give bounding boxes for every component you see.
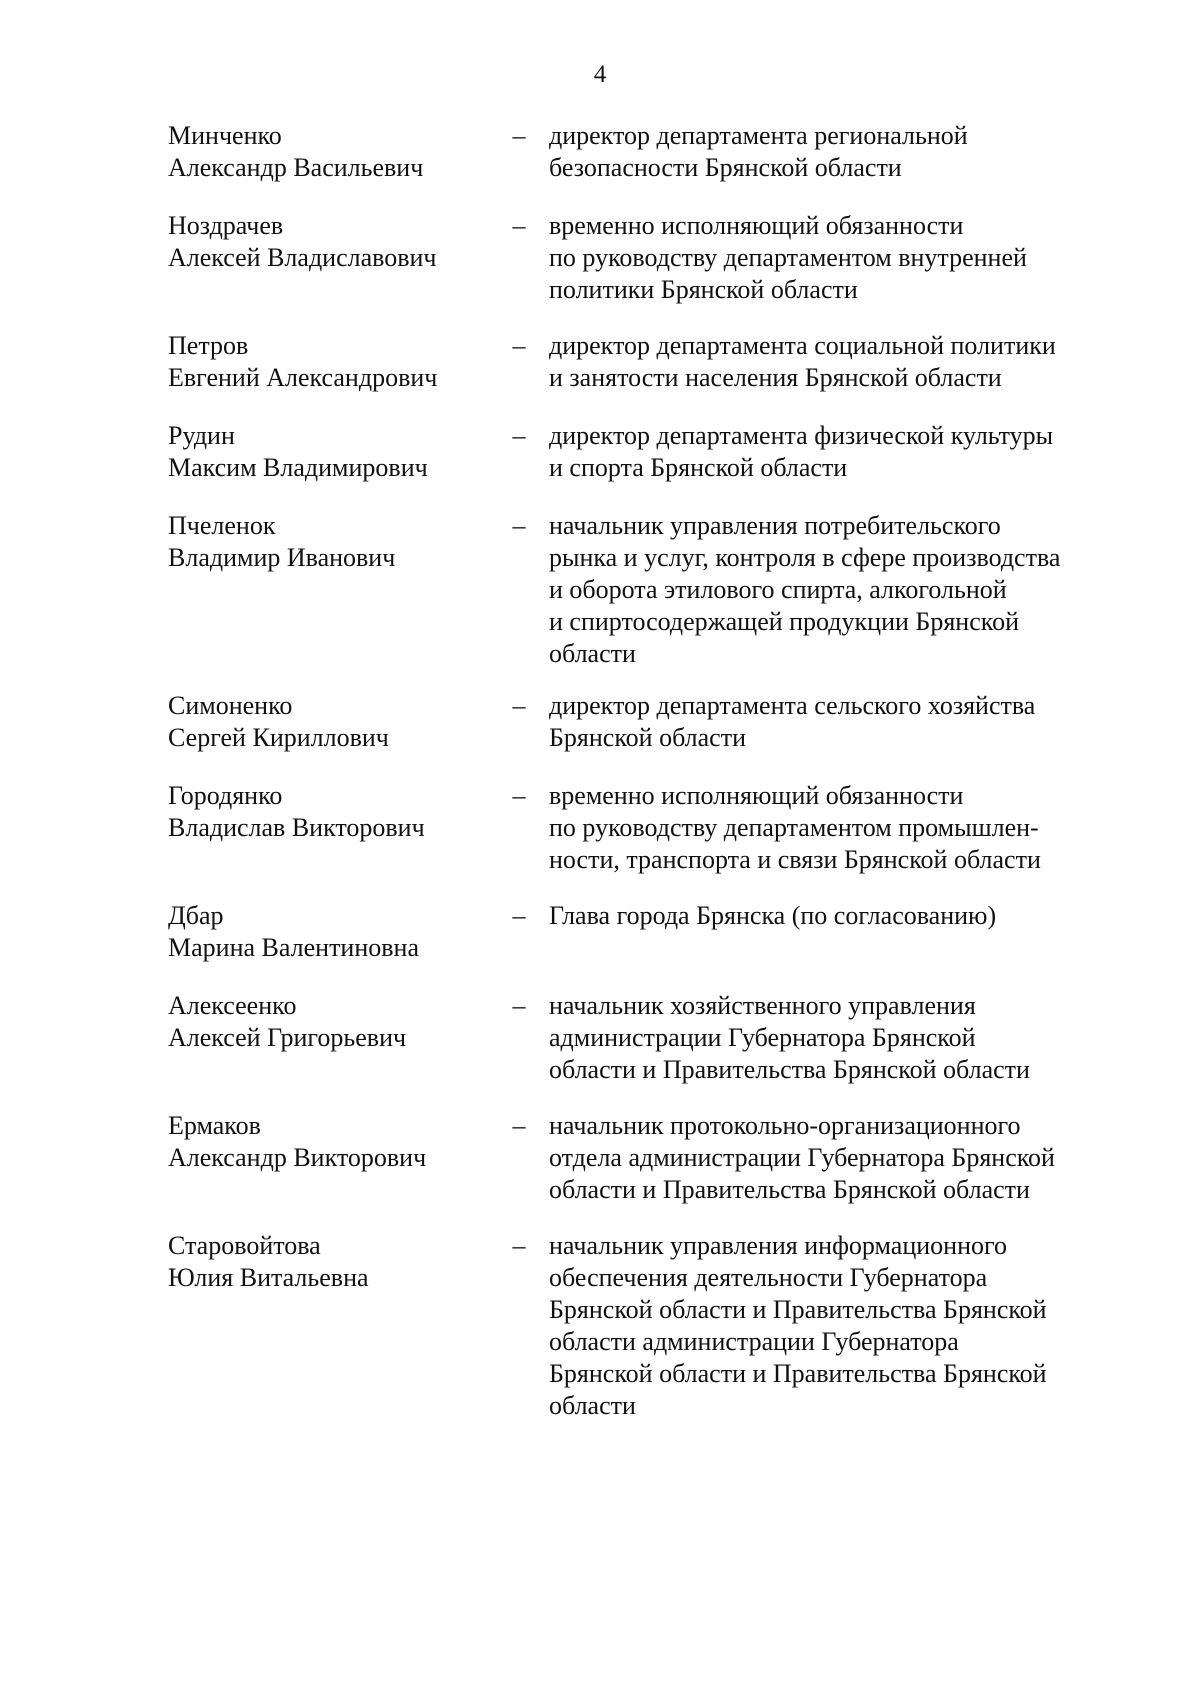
member-name [168,330,488,394]
member-given-names: Марина Валентиновна [168,933,419,962]
page-number: 4 [593,61,607,88]
member-entry [168,780,1128,874]
position-line: начальник протокольно-организационного [549,1111,1021,1140]
member-entry [168,1110,1128,1204]
member-position [549,420,1129,484]
position-line: директор департамента региональной [549,121,968,150]
position-line: временно исполняющий обязанности [549,211,964,240]
member-position [549,900,1129,932]
separator-dash: – [512,691,526,720]
member-surname: Старовойтова [168,1231,321,1260]
member-name [168,900,488,964]
member-name [168,990,488,1054]
member-surname: Ноздрачев [168,211,284,240]
position-line: администрации Губернатора Брянской [549,1023,976,1052]
member-position [549,210,1129,306]
member-surname: Симоненко [168,691,293,720]
position-line: области администрации Губернатора [549,1327,959,1356]
member-surname: Минченко [168,121,282,150]
member-entry [168,210,1128,304]
member-given-names: Евгений Александрович [168,363,438,392]
member-name [168,120,488,184]
separator-dash: – [512,1111,526,1140]
member-entry [168,690,1128,752]
position-line: Глава города Брянска (по согласованию) [549,901,997,930]
member-surname: Городянко [168,781,283,810]
member-entry [168,120,1128,182]
separator-dash: – [512,781,526,810]
member-entry [168,510,1128,668]
separator-dash: – [512,121,526,150]
member-position [549,780,1129,876]
member-given-names: Сергей Кириллович [168,723,389,752]
position-line: и занятости населения Брянской области [549,363,1002,392]
member-entry [168,330,1128,392]
position-line: безопасности Брянской области [549,153,902,182]
member-given-names: Владимир Иванович [168,543,396,572]
position-line: рынка и услуг, контроля в сфере производства [549,543,1061,572]
member-position [549,120,1129,184]
member-position [549,1230,1129,1422]
member-name [168,1110,488,1174]
member-given-names: Владислав Викторович [168,813,425,842]
position-line: Брянской области [549,723,746,752]
member-given-names: Александр Викторович [168,1143,427,1172]
separator-dash: – [512,901,526,930]
position-line: области [549,639,636,668]
separator-dash: – [512,1231,526,1260]
member-given-names: Алексей Владиславович [168,243,437,272]
position-line: области и Правительства Брянской области [549,1175,1030,1204]
position-line: директор департамента социальной политики [549,331,1056,360]
member-name [168,690,488,754]
position-line: и спорта Брянской области [549,453,848,482]
member-surname: Рудин [168,421,235,450]
position-line: области [549,1391,636,1420]
position-line: политики Брянской области [549,275,858,304]
member-position [549,330,1129,394]
member-surname: Пчеленок [168,511,276,540]
member-name [168,510,488,574]
member-name [168,210,488,274]
member-position [549,510,1129,670]
member-name [168,1230,488,1294]
position-line: отдела администрации Губернатора Брянской [549,1143,1055,1172]
position-line: Брянской области и Правительства Брянской [549,1295,1047,1324]
member-given-names: Александр Васильевич [168,153,424,182]
member-entry [168,990,1128,1084]
member-name [168,780,488,844]
position-line: Брянской области и Правительства Брянской [549,1359,1047,1388]
member-given-names: Максим Владимирович [168,453,428,482]
member-surname: Петров [168,331,249,360]
position-line: начальник управления потребительского [549,511,1001,540]
member-position [549,990,1129,1086]
member-surname: Дбар [168,901,224,930]
position-line: по руководству департаментом промышлен- [549,813,1039,842]
separator-dash: – [512,991,526,1020]
separator-dash: – [512,421,526,450]
position-line: и оборота этилового спирта, алкогольной [549,575,1007,604]
member-surname: Ермаков [168,1111,261,1140]
position-line: области и Правительства Брянской области [549,1055,1030,1084]
member-given-names: Алексей Григорьевич [168,1023,407,1052]
member-entry [168,420,1128,482]
member-given-names: Юлия Витальевна [168,1263,369,1292]
position-line: и спиртосодержащей продукции Брянской [549,607,1019,636]
position-line: ности, транспорта и связи Брянской области [549,845,1041,874]
position-line: обеспечения деятельности Губернатора [549,1263,988,1292]
separator-dash: – [512,331,526,360]
position-line: временно исполняющий обязанности [549,781,964,810]
member-entry [168,900,1128,962]
member-position [549,1110,1129,1206]
position-line: директор департамента сельского хозяйства [549,691,1036,720]
separator-dash: – [512,511,526,540]
member-name [168,420,488,484]
separator-dash: – [512,211,526,240]
position-line: начальник управления информационного [549,1231,1008,1260]
member-surname: Алексеенко [168,991,297,1020]
position-line: директор департамента физической культуры [549,421,1054,450]
member-position [549,690,1129,754]
member-entry [168,1230,1128,1420]
position-line: по руководству департаментом внутренней [549,243,1027,272]
position-line: начальник хозяйственного управления [549,991,976,1020]
